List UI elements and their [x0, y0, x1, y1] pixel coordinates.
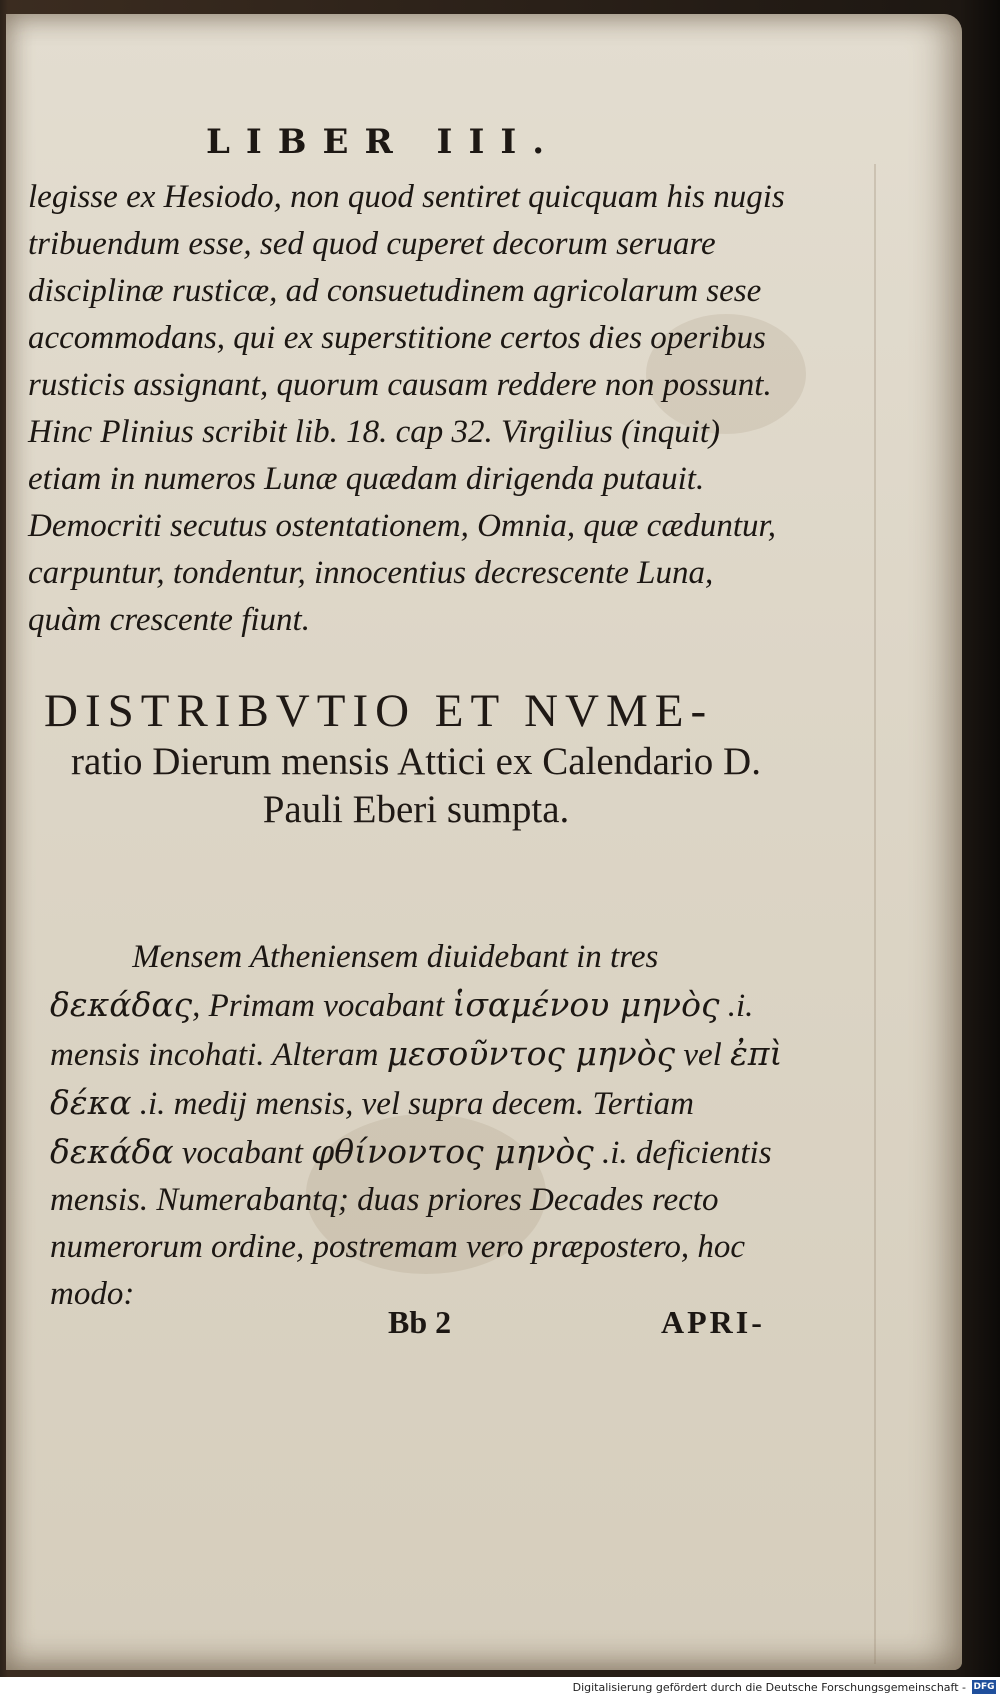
paragraph-2-text: .i. deficientis mensis. Numerabantq; duas priores Decades recto numerorum ordine, postremam vero præpostero, hoc modo: — [50, 1135, 772, 1312]
paragraph-2-text: .i. mensis incohati. Alteram — [50, 988, 754, 1073]
dfg-logo-icon[interactable]: DFG — [973, 1682, 995, 1692]
signature-mark: Bb 2 — [388, 1304, 452, 1340]
credit-text: Digitalisierung gefördert durch die Deutsche Forschungsgemeinschaft - — [572, 1680, 966, 1694]
paragraph-2-text: , Primam vocabant — [192, 988, 445, 1024]
section-heading-rest: ratio Dierum mensis Attici ex Calendario D. Pauli Eberi sumpta. — [71, 740, 761, 831]
paragraph-2-text: vocabant — [181, 1135, 303, 1171]
greek-term: ἱσαμένου μηνὸς — [452, 985, 720, 1024]
paragraph-2-text: .i. medij mensis, vel supra decem. Tertiam — [139, 1086, 694, 1122]
paragraph-2-text: Mensem Atheniensem diuidebant in tres — [132, 939, 659, 975]
book-page — [6, 14, 962, 1670]
greek-term: ἐπὶ δέκα — [50, 1034, 783, 1122]
paragraph-1: legisse ex Hesiodo, non quod sentiret quicquam his nugis tribuendum esse, sed quod cuperet decorum seruare disciplinæ rusticæ, ad consuetudinem agricolarum sese accommodans, qui ex superstitione certos dies operibus rusticis assignant, quorum causam reddere non possunt. Hinc Plinius scribit lib. 18. cap 32. Virgilius (inquit) etiam in numeros Lunæ quædam dirigenda putauit. Democriti secutus ostentationem, Omnia, quæ cæduntur, carpuntur, tondentur, innocentius decrescente Luna, quàm crescente fiunt. — [28, 179, 785, 638]
greek-term: δεκάδα — [50, 1132, 174, 1171]
running-head: LIBER III. — [206, 122, 561, 162]
greek-term: φθίνοντος μηνὸς — [311, 1132, 594, 1171]
section-heading-caps: DISTRIBVTIO ET NVME- — [44, 685, 714, 737]
page-crease — [874, 164, 876, 1664]
greek-term: μεσοῦντος μηνὸς — [386, 1034, 676, 1073]
section-heading — [36, 684, 796, 834]
digitization-credit-bar — [0, 1677, 1000, 1697]
paragraph-2-text: vel — [683, 1037, 722, 1073]
greek-term: δεκάδας — [50, 985, 193, 1024]
catchword: APRI- — [661, 1304, 765, 1340]
paragraph-2 — [50, 934, 790, 1318]
